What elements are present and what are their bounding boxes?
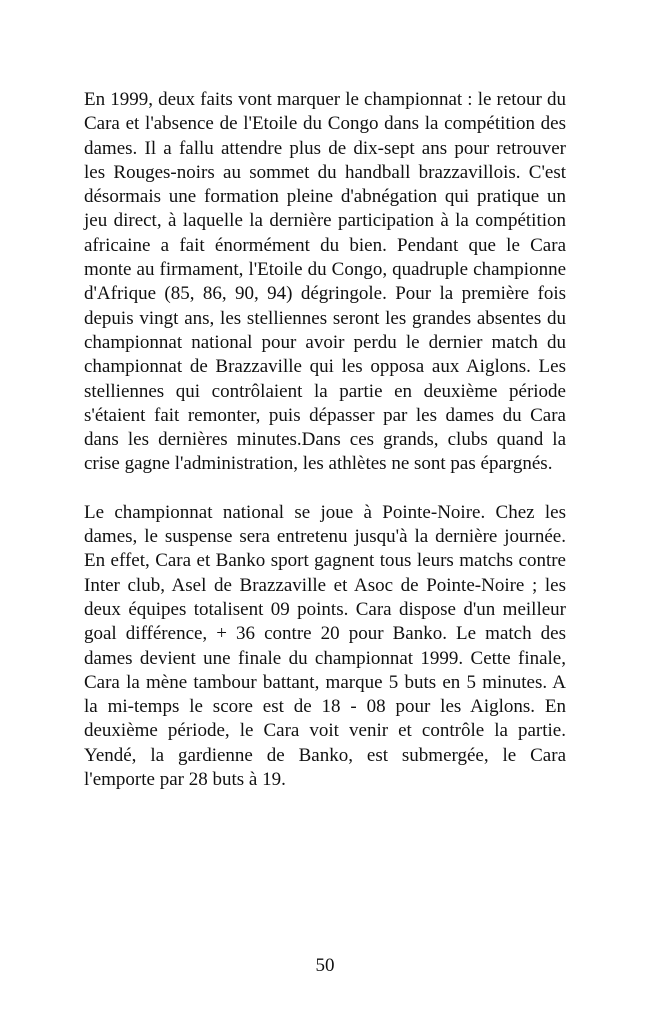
page-body-text [84,88,566,792]
page-number: 50 [315,955,335,976]
paragraph-championnat-1999: En 1999, deux faits vont marquer le championnat : le retour du Cara et l'absence de l'Etoile du Congo dans la compétition des dames. Il a fallu attendre plus de dix-sept ans pour retrouver les Rouges-noirs au sommet du handball brazzavillois. C'est désormais une formation pleine d'abnégation qui pratique un jeu direct, à laquelle la dernière participation à la compétition africaine a fait énormément du bien. Pendant que le Cara monte au firmament, l'Etoile du Congo, quadruple championne d'Afrique (85, 86, 90, 94) dégringole. Pour la première fois depuis vingt ans, les stelliennes seront les grandes absentes du championnat national pour avoir perdu le dernier match du championnat de Brazzaville qui les opposa aux Aiglons. Les stelliennes qui contrôlaient la partie en deuxième période s'étaient fait remonter, puis dépasser par les dames du Cara dans les dernières minutes.Dans ces grands, clubs quand la crise gagne l'administration, les athlètes ne sont pas épargnés. [84,89,566,475]
paragraph-championnat-national: Le championnat national se joue à Pointe-Noire. Chez les dames, le suspense sera entretenu jusqu'à la dernière journée. En effet, Cara et Banko sport gagnent tous leurs matchs contre Inter club, Asel de Brazzaville et Asoc de Pointe-Noire ; les deux équipes totalisent 09 points. Cara dispose d'un meilleur goal différence, + 36 contre 20 pour Banko. Le match des dames devient une finale du championnat 1999. Cette finale, Cara la mène tambour battant, marque 5 buts en 5 minutes. A la mi-temps le score est de 18 - 08 pour les Aiglons. En deuxième période, le Cara voit venir et contrôle la partie. Yendé, la gardienne de Banko, est submergée, le Cara l'emporte par 28 buts à 19. [84,501,566,791]
